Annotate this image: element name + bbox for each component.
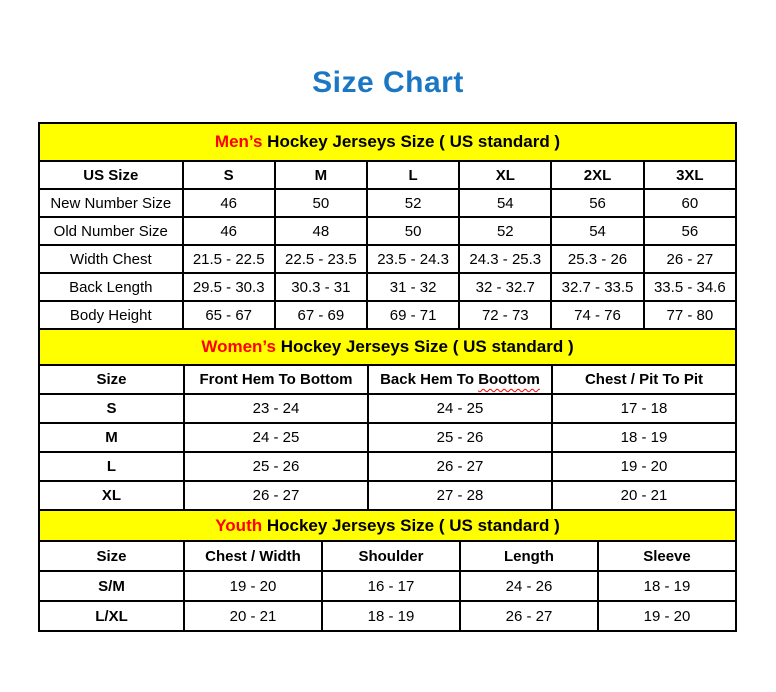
mens-value-cell: 54 <box>459 189 551 217</box>
mens-banner-row <box>39 123 736 161</box>
womens-size-table <box>38 328 737 511</box>
womens-row-label: L <box>39 452 184 481</box>
youth-data-row-0 <box>39 571 736 601</box>
mens-value-cell: 25.3 - 26 <box>551 245 643 273</box>
mens-row-label: Body Height <box>39 301 183 329</box>
youth-size-table <box>38 509 737 632</box>
womens-value-cell: 20 - 21 <box>552 481 736 510</box>
mens-value-cell: 32.7 - 33.5 <box>551 273 643 301</box>
womens-banner-highlight: Women’s <box>201 337 276 356</box>
youth-value-cell: 18 - 19 <box>322 601 460 631</box>
mens-value-cell: 52 <box>367 189 459 217</box>
womens-row-label: XL <box>39 481 184 510</box>
youth-row-label: S/M <box>39 571 184 601</box>
youth-banner <box>39 510 736 541</box>
womens-value-cell: 17 - 18 <box>552 394 736 423</box>
mens-value-cell: 54 <box>551 217 643 245</box>
womens-col-header-2 <box>368 365 552 394</box>
mens-value-cell: 52 <box>459 217 551 245</box>
mens-row-label: Old Number Size <box>39 217 183 245</box>
mens-banner-highlight: Men’s <box>214 132 263 151</box>
youth-data-row-1 <box>39 601 736 631</box>
youth-value-cell: 19 - 20 <box>184 571 322 601</box>
youth-value-cell: 18 - 19 <box>598 571 736 601</box>
mens-value-cell: 56 <box>644 217 736 245</box>
youth-value-cell: 20 - 21 <box>184 601 322 631</box>
youth-col-header-0: Size <box>39 541 184 571</box>
youth-value-cell: 26 - 27 <box>460 601 598 631</box>
mens-value-cell: 21.5 - 22.5 <box>183 245 275 273</box>
mens-row-label: New Number Size <box>39 189 183 217</box>
mens-value-cell: 50 <box>275 189 367 217</box>
mens-col-header-4: XL <box>459 161 551 189</box>
womens-header-row <box>39 365 736 394</box>
youth-banner-text: Hockey Jerseys Size ( US standard ) <box>262 515 560 535</box>
youth-banner-row <box>39 510 736 541</box>
youth-col-header-2: Shoulder <box>322 541 460 571</box>
youth-row-label: L/XL <box>39 601 184 631</box>
womens-value-cell: 24 - 25 <box>184 423 368 452</box>
womens-col-header-3: Chest / Pit To Pit <box>552 365 736 394</box>
womens-value-cell: 18 - 19 <box>552 423 736 452</box>
womens-data-row-2 <box>39 452 736 481</box>
womens-data-row-0 <box>39 394 736 423</box>
mens-row-label: Width Chest <box>39 245 183 273</box>
mens-data-row-0 <box>39 189 736 217</box>
mens-row-label: Back Length <box>39 273 183 301</box>
mens-value-cell: 29.5 - 30.3 <box>183 273 275 301</box>
mens-value-cell: 65 - 67 <box>183 301 275 329</box>
mens-col-header-6: 3XL <box>644 161 736 189</box>
mens-size-table <box>38 122 737 330</box>
womens-value-cell: 26 - 27 <box>368 452 552 481</box>
misspelled-word: Boottom <box>478 371 540 388</box>
mens-value-cell: 48 <box>275 217 367 245</box>
womens-banner-row <box>39 329 736 365</box>
mens-value-cell: 69 - 71 <box>367 301 459 329</box>
youth-col-header-1: Chest / Width <box>184 541 322 571</box>
womens-col-header-0: Size <box>39 365 184 394</box>
mens-col-header-0: US Size <box>39 161 183 189</box>
youth-banner-highlight: Youth <box>215 515 263 535</box>
mens-value-cell: 46 <box>183 217 275 245</box>
page-title: Size Chart <box>312 66 464 99</box>
mens-data-row-1 <box>39 217 736 245</box>
mens-value-cell: 33.5 - 34.6 <box>644 273 736 301</box>
womens-banner-text: Hockey Jerseys Size ( US standard ) <box>275 337 574 356</box>
mens-header-row <box>39 161 736 189</box>
mens-value-cell: 22.5 - 23.5 <box>275 245 367 273</box>
womens-banner <box>39 329 736 365</box>
womens-value-cell: 27 - 28 <box>368 481 552 510</box>
mens-col-header-5: 2XL <box>551 161 643 189</box>
mens-value-cell: 31 - 32 <box>367 273 459 301</box>
womens-row-label: M <box>39 423 184 452</box>
mens-value-cell: 30.3 - 31 <box>275 273 367 301</box>
mens-value-cell: 32 - 32.7 <box>459 273 551 301</box>
womens-value-cell: 19 - 20 <box>552 452 736 481</box>
mens-value-cell: 50 <box>367 217 459 245</box>
mens-data-row-3 <box>39 273 736 301</box>
womens-row-label: S <box>39 394 184 423</box>
youth-value-cell: 24 - 26 <box>460 571 598 601</box>
womens-col-header-1: Front Hem To Bottom <box>184 365 368 394</box>
womens-value-cell: 25 - 26 <box>368 423 552 452</box>
mens-value-cell: 46 <box>183 189 275 217</box>
mens-col-header-2: M <box>275 161 367 189</box>
womens-value-cell: 23 - 24 <box>184 394 368 423</box>
mens-data-row-4 <box>39 301 736 329</box>
womens-data-row-1 <box>39 423 736 452</box>
mens-value-cell: 56 <box>551 189 643 217</box>
mens-value-cell: 26 - 27 <box>644 245 736 273</box>
mens-value-cell: 60 <box>644 189 736 217</box>
mens-value-cell: 74 - 76 <box>551 301 643 329</box>
mens-data-row-2 <box>39 245 736 273</box>
mens-value-cell: 23.5 - 24.3 <box>367 245 459 273</box>
youth-header-row <box>39 541 736 571</box>
mens-value-cell: 24.3 - 25.3 <box>459 245 551 273</box>
womens-value-cell: 25 - 26 <box>184 452 368 481</box>
youth-col-header-3: Length <box>460 541 598 571</box>
youth-value-cell: 19 - 20 <box>598 601 736 631</box>
size-tables-container <box>38 122 737 632</box>
mens-value-cell: 67 - 69 <box>275 301 367 329</box>
youth-col-header-4: Sleeve <box>598 541 736 571</box>
mens-value-cell: 72 - 73 <box>459 301 551 329</box>
womens-value-cell: 24 - 25 <box>368 394 552 423</box>
mens-banner-text: Hockey Jerseys Size ( US standard ) <box>262 132 561 151</box>
mens-banner <box>39 123 736 161</box>
mens-col-header-1: S <box>183 161 275 189</box>
mens-value-cell: 77 - 80 <box>644 301 736 329</box>
womens-value-cell: 26 - 27 <box>184 481 368 510</box>
youth-value-cell: 16 - 17 <box>322 571 460 601</box>
womens-col-header-text: Back Hem To <box>380 371 479 388</box>
womens-data-row-3 <box>39 481 736 510</box>
mens-col-header-3: L <box>367 161 459 189</box>
